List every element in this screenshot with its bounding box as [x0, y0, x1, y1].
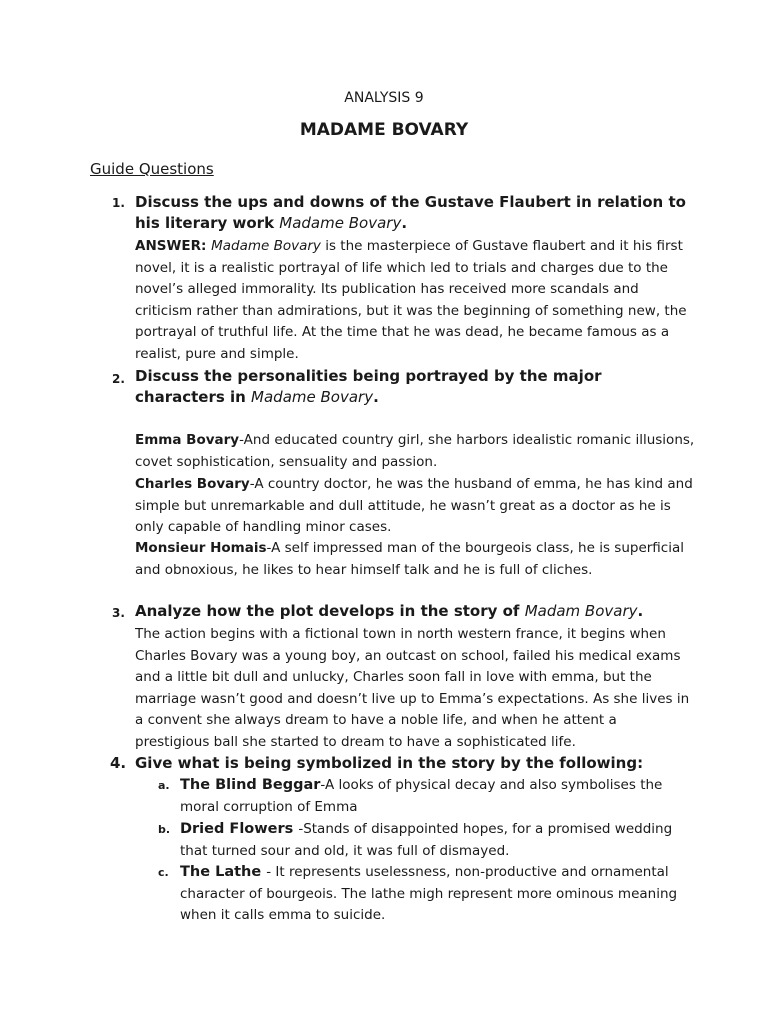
q1-work-title: Madame Bovary — [279, 214, 402, 232]
analysis-number: ANALYSIS 9 — [344, 90, 424, 106]
character-emma: Emma Bovary-And educated country girl, she harbors idealistic romanic illusions, covet sophistication, sensuality and passion. — [135, 432, 695, 470]
q4-question: Give what is being symbolized in the story by the following: — [135, 754, 644, 772]
q1-answer: ANSWER: Madame Bovary is the masterpiece of Gustave flaubert and it his first novel, it is a realistic portrayal of life which led to trials and charges due to the novel’s alleged immorality. Its publication has received more scandals and criticism rather than admirations, but it was the beginning of something new, the portrayal of truthful life. At the time that he was dead, he became famous as a realist, pure and simple. — [135, 238, 687, 362]
q2-number: 2. — [112, 372, 125, 386]
symbol-letter: c. — [158, 866, 169, 879]
symbol-letter: b. — [158, 823, 171, 836]
q3-work-title: Madam Bovary — [524, 602, 638, 620]
q1-question: Discuss the ups and downs of the Gustave Flaubert in relation to his literary work Madame Bovary. — [135, 193, 686, 232]
q1-number: 1. — [112, 196, 125, 210]
q3-number: 3. — [112, 606, 125, 620]
q2-question: Discuss the personalities being portrayed by the major characters in Madame Bovary. — [135, 367, 602, 406]
q3-answer: The action begins with a fictional town in north western france, it begins when Charles Bovary was a young boy, an outcast on school, failed his medical exams and a little bit dull and unlucky, Charles soon fall in love with emma, but the marriage wasn’t good and doesn’t live up to Emma’s expectations. As she lives in a convent she always dream to have a noble life, and when he attent a prestigious ball she started to dream to have a sophisticated life. — [135, 626, 690, 750]
q3-question: Analyze how the plot develops in the story of Madam Bovary. — [135, 602, 644, 620]
character-homais: Monsieur Homais-A self impressed man of the bourgeois class, he is superficial and obnoxious, he likes to hear himself talk and he is full of cliches. — [135, 540, 684, 578]
q4-number: 4. — [110, 754, 127, 772]
symbol-letter: a. — [158, 779, 170, 792]
answer-label: ANSWER: — [135, 238, 212, 254]
document-title: MADAME BOVARY — [299, 120, 469, 140]
character-charles: Charles Bovary-A country doctor, he was the husband of emma, he has kind and simple but unremarkable and dull attitude, he wasn’t great as a doctor as he is only capable of handling minor cases. — [135, 476, 693, 535]
q2-work-title: Madame Bovary — [251, 388, 374, 406]
guide-questions-heading: Guide Questions — [90, 160, 214, 178]
document-page: ANALYSIS 9 MADAME BOVARY Guide Questions 1. Discuss the ups and downs of the Gustave Flaubert in relation to his literary work Madame Bovary. ANSWER: Madame Bovary is the masterpiece of Gustave flaubert and it his first novel, it is a realistic portrayal of life which led to trials and charges due to the novel’s alleged immorality. Its publication has received more scandals and criticism rather than admirations, but it was the beginning of something new, the portrayal of truthful life. At the time that he was dead, he became famous as a realist, pure and simple. 2. Discuss the personalities being portrayed by the major characters in Madame Bovary. Emma Bovary-And educated country girl, she harbors idealistic romanic illusions, covet sophistication, sensuality and passion. Charles Bovary-A country doctor, he was the husband of emma, he has kind and simple but unremarkable and dull attitude, he wasn’t great as a doctor as he is only capable of handling minor cases. Monsieur Homais-A self impressed man of the bourgeois class, he is superficial and obnoxious, he likes to hear himself talk and he is full of cliches. 3. Analyze how the plot develops in the story of Madam Bovary. The action begins with a fictional town in north western france, it begins when Charles Bovary was a young boy, an outcast on school, failed his medical exams and a little bit dull and unlucky, Charles soon fall in love with emma, but the marriage wasn’t good and doesn’t live up to Emma’s expectations. As she lives in a convent she always dream to have a noble life, and when he attent a prestigious ball she started to dream to have a sophisticated life. 4. Give what is being symbolized in the story by the following: a. The Blind Beggar-A looks of physical decay and also symbolises the moral corruption of Emma b. Dried Flowers -Stands of disappointed hopes, for a promised wedding that turned sour and old, it was full of dismayed. c. The Lathe - It represents uselessness, non-productive and ornamental character of bourgeois. The lathe migh represent more ominous meaning when it calls emma to suicide. — [0, 0, 768, 1024]
